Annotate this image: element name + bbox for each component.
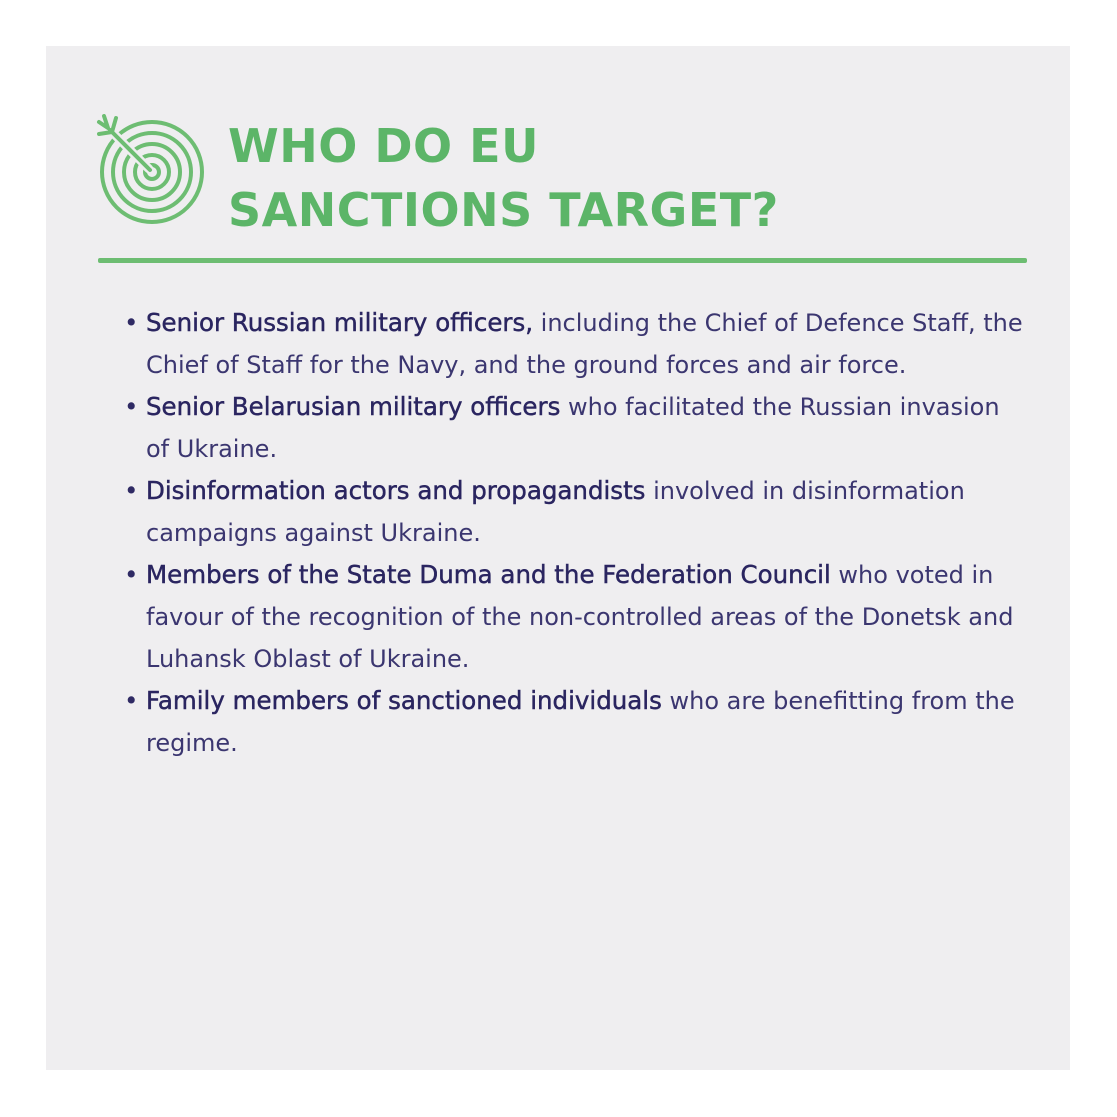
bullet-dot: • bbox=[124, 308, 139, 337]
bullet-dot: • bbox=[124, 476, 139, 505]
list-item-text: who voted in favour of the recognition of the non-controlled areas of the Donetsk and Luhansk Oblast of Ukraine. bbox=[146, 561, 1014, 673]
list-item-bold: Senior Belarusian military officers bbox=[146, 392, 561, 421]
target-arrow-icon bbox=[96, 114, 208, 226]
list-item-text: who facilitated the Russian invasion of Ukraine. bbox=[146, 393, 1000, 463]
bullet-dot: • bbox=[124, 392, 139, 421]
divider bbox=[98, 258, 1027, 263]
list-item-bold: Disinformation actors and propagandists bbox=[146, 476, 646, 505]
list-item bbox=[124, 302, 1024, 386]
list-item-text: who are benefitting from the regime. bbox=[146, 687, 1015, 757]
bullet-dot: • bbox=[124, 686, 139, 715]
header bbox=[96, 114, 1026, 244]
list-item-bold: Senior Russian military officers, bbox=[146, 308, 534, 337]
page-title bbox=[228, 114, 779, 242]
infographic-card bbox=[46, 46, 1070, 1070]
bullet-list bbox=[124, 302, 1024, 764]
bullet-dot: • bbox=[124, 560, 139, 589]
list-item-text: involved in disinformation campaigns against Ukraine. bbox=[146, 477, 965, 547]
list-item bbox=[124, 554, 1024, 680]
title-line-2: SANCTIONS TARGET? bbox=[228, 183, 779, 237]
list-item bbox=[124, 470, 1024, 554]
list-item-text: including the Chief of Defence Staff, the Chief of Staff for the Navy, and the ground forces and air force. bbox=[146, 309, 1023, 379]
list-item-bold: Members of the State Duma and the Federation Council bbox=[146, 560, 831, 589]
list-item-bold: Family members of sanctioned individuals bbox=[146, 686, 662, 715]
list-item bbox=[124, 680, 1024, 764]
list-item bbox=[124, 386, 1024, 470]
title-line-1: WHO DO EU bbox=[228, 119, 539, 173]
